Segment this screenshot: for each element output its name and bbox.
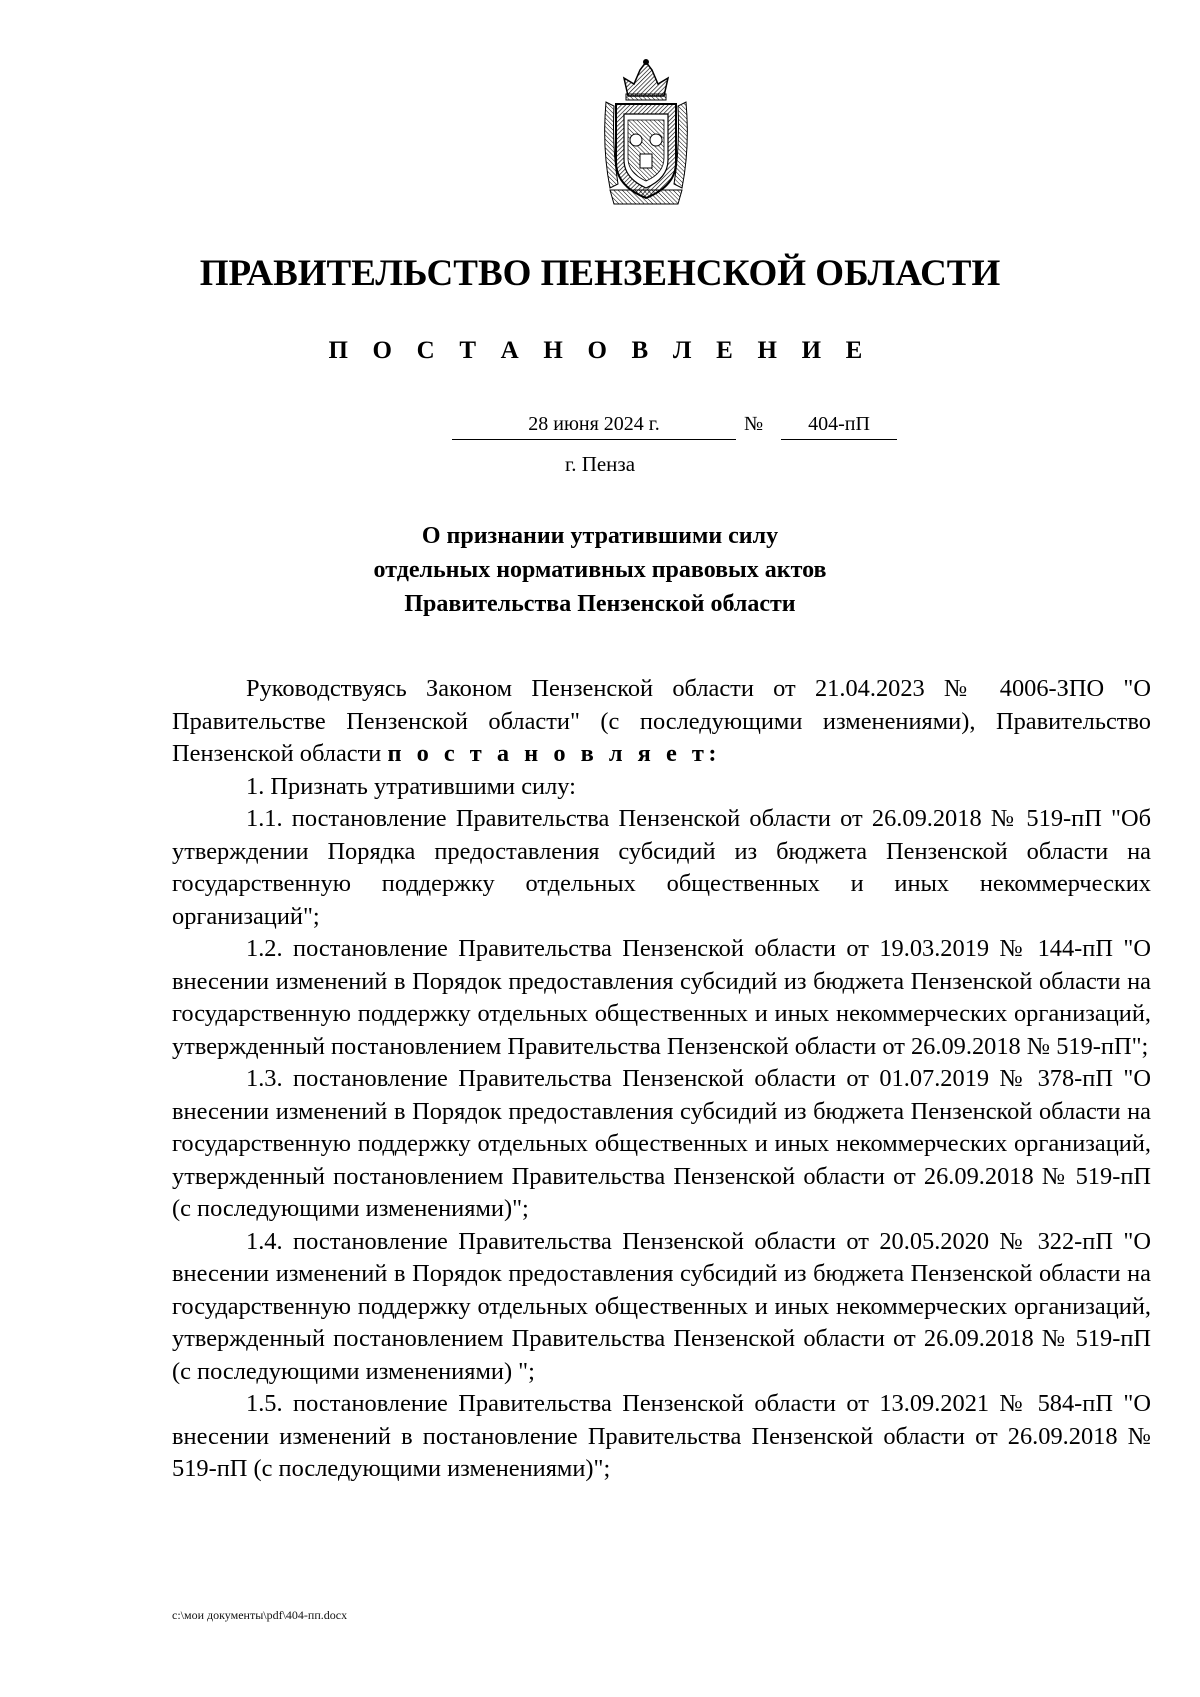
number-sign: № [744, 413, 764, 435]
item-1: 1. Признать утратившими силу: [246, 772, 576, 800]
item-1-4: 1.4. постановление Правительства Пензенской области от 20.05.2020 № 322-пП "О внесении изменений в Порядок предоставления субсидий из бюджета Пензенской области на государственную поддержку отдельных общественных и иных некоммерческих организаций, утвержденный постановлением Правительства Пензенской области от 26.09.2018 № 519-пП (с последующими изменениями) "; [172, 1227, 1151, 1385]
footer-file-path: c:\мои документы\pdf\404-пп.docx [172, 1608, 348, 1622]
document-type: П О С Т А Н О В Л Е Н И Е [328, 337, 872, 364]
item-1-1: 1.1. постановление Правительства Пензенской области от 26.09.2018 № 519-пП "Об утверждении Порядка предоставления субсидий из бюджета Пензенской области на государственную поддержку отдельных общественных и иных некоммерческих организаций"; [172, 805, 1151, 930]
item-1-2: 1.2. постановление Правительства Пензенской области от 19.03.2019 № 144-пП "О внесении изменений в Порядок предоставления субсидий из бюджета Пензенской области на государственную поддержку отдельных общественных и иных некоммерческих организаций, утвержденный постановлением Правительства Пензенской области от 26.09.2018 № 519-пП"; [172, 935, 1151, 1060]
document-subject [0, 519, 1200, 621]
preamble-text: Руководствуясь Законом Пензенской области от 21.04.2023 № 4006-ЗПО "О Правительстве Пензенской области" (с последующими изменениями), Правительство Пензенской области [172, 675, 1151, 767]
coat-of-arms-icon [600, 58, 692, 206]
subject-line: Правительства Пензенской области [404, 591, 796, 617]
subject-line: отдельных нормативных правовых актов [373, 557, 827, 583]
document-number: 404-пП [781, 410, 897, 440]
city-name: г. Пенза [564, 452, 636, 476]
preamble-paragraph [172, 673, 1151, 771]
document-body [172, 673, 1151, 1486]
item-1-3: 1.3. постановление Правительства Пензенской области от 01.07.2019 № 378-пП "О внесении изменений в Порядок предоставления субсидий из бюджета Пензенской области на государственную поддержку отдельных общественных и иных некоммерческих организаций, утвержденный постановлением Правительства Пензенской области от 26.09.2018 № 519-пП (с последующими изменениями)"; [172, 1065, 1151, 1222]
subject-line: О признании утратившими силу [421, 523, 779, 549]
government-title: ПРАВИТЕЛЬСТВО ПЕНЗЕНСКОЙ ОБЛАСТИ [199, 253, 1001, 294]
decree-word: п о с т а н о в л я е т: [387, 740, 721, 767]
item-1-5: 1.5. постановление Правительства Пензенской области от 13.09.2021 № 584-пП "О внесении изменений в постановление Правительства Пензенской области от 26.09.2018 № 519-пП (с последующими изменениями)"; [172, 1390, 1151, 1482]
document-date: 28 июня 2024 г. [452, 410, 736, 440]
